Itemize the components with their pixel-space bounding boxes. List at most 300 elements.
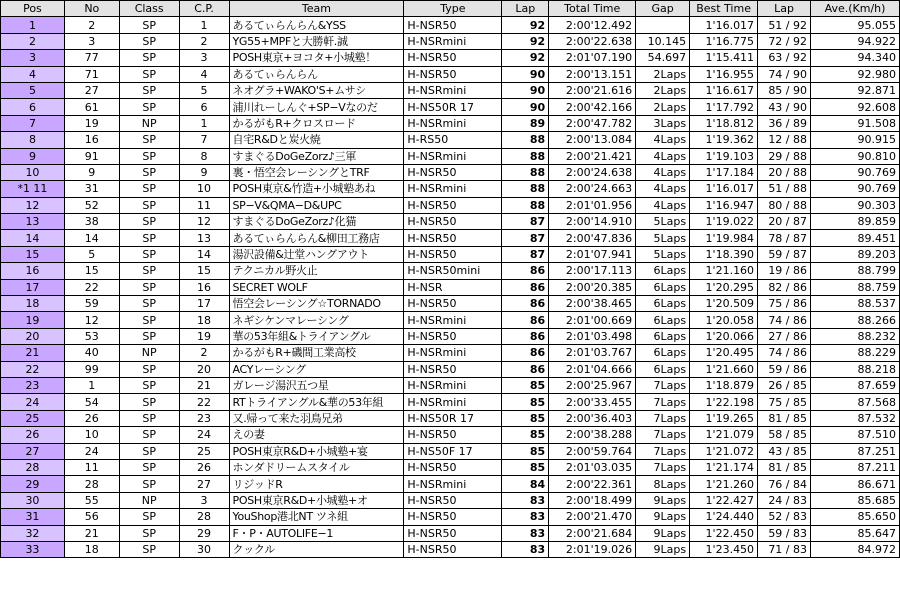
cell-avg-speed: 85.650 — [811, 509, 900, 525]
cell-best-lap: 27 / 86 — [758, 328, 811, 344]
cell-cp: 22 — [179, 394, 229, 410]
cell-best-lap: 43 / 85 — [758, 443, 811, 459]
cell-total-time: 2:00'24.638 — [549, 164, 636, 180]
table-row — [1, 230, 900, 246]
header-row — [1, 1, 900, 17]
cell-class: SP — [119, 525, 179, 541]
cell-team: YouShop港北NT ツネ組 — [229, 509, 404, 525]
header-no: No — [64, 1, 119, 17]
cell-class: NP — [119, 345, 179, 361]
cell-team: 悟空会レーシング☆TORNADO — [229, 296, 404, 312]
cell-no: 99 — [64, 361, 119, 377]
cell-pos: 31 — [1, 509, 65, 525]
table-row — [1, 17, 900, 33]
cell-type: H-NSRmini — [404, 82, 502, 98]
cell-gap: 10.145 — [636, 33, 690, 49]
cell-class: SP — [119, 328, 179, 344]
cell-total-time: 2:00'42.166 — [549, 99, 636, 115]
cell-type: H-NSRmini — [404, 312, 502, 328]
cell-cp: 18 — [179, 312, 229, 328]
table-row — [1, 33, 900, 49]
cell-gap: 7Laps — [636, 377, 690, 393]
cell-total-time: 2:00'36.403 — [549, 410, 636, 426]
cell-lap: 92 — [502, 33, 549, 49]
cell-best-lap: 81 / 85 — [758, 410, 811, 426]
cell-total-time: 2:00'13.151 — [549, 66, 636, 82]
cell-type: H-NSRmini — [404, 148, 502, 164]
cell-team: RTトライアングル&華の53年組 — [229, 394, 404, 410]
cell-cp: 2 — [179, 33, 229, 49]
cell-pos: 9 — [1, 148, 65, 164]
cell-total-time: 2:00'25.967 — [549, 377, 636, 393]
cell-cp: 30 — [179, 541, 229, 557]
cell-avg-speed: 90.769 — [811, 164, 900, 180]
cell-class: SP — [119, 214, 179, 230]
table-row — [1, 132, 900, 148]
cell-avg-speed: 90.769 — [811, 181, 900, 197]
table-row — [1, 99, 900, 115]
cell-best-time: 1'22.198 — [690, 394, 758, 410]
cell-cp: 2 — [179, 345, 229, 361]
cell-team: 裏・悟空会レーシングとTRF — [229, 164, 404, 180]
cell-pos: 17 — [1, 279, 65, 295]
cell-no: 3 — [64, 33, 119, 49]
cell-class: SP — [119, 99, 179, 115]
header-avg-speed: Ave.(Km/h) — [811, 1, 900, 17]
cell-lap: 88 — [502, 132, 549, 148]
cell-avg-speed: 90.915 — [811, 132, 900, 148]
cell-team: YG55+MPFと大勝軒.誠 — [229, 33, 404, 49]
cell-type: H-NSRmini — [404, 377, 502, 393]
cell-cp: 24 — [179, 427, 229, 443]
cell-avg-speed: 85.647 — [811, 525, 900, 541]
header-best-lap: Lap — [758, 1, 811, 17]
cell-team: リジッドR — [229, 476, 404, 492]
cell-total-time: 2:01'03.767 — [549, 345, 636, 361]
cell-type: H-NSR50 — [404, 66, 502, 82]
cell-best-lap: 74 / 90 — [758, 66, 811, 82]
cell-total-time: 2:01'04.666 — [549, 361, 636, 377]
cell-team: かるがもR+クロスロード — [229, 115, 404, 131]
cell-cp: 3 — [179, 492, 229, 508]
cell-type: H-NSR50 — [404, 230, 502, 246]
cell-best-time: 1'16.775 — [690, 33, 758, 49]
cell-pos: 24 — [1, 394, 65, 410]
cell-pos: 16 — [1, 263, 65, 279]
cell-total-time: 2:00'47.782 — [549, 115, 636, 131]
cell-best-lap: 29 / 88 — [758, 148, 811, 164]
cell-best-lap: 51 / 88 — [758, 181, 811, 197]
cell-type: H-NSRmini — [404, 181, 502, 197]
cell-pos: 18 — [1, 296, 65, 312]
cell-team: あるてぃらんらん&YSS — [229, 17, 404, 33]
cell-avg-speed: 94.922 — [811, 33, 900, 49]
cell-class: SP — [119, 443, 179, 459]
cell-avg-speed: 94.340 — [811, 50, 900, 66]
cell-lap: 86 — [502, 263, 549, 279]
cell-team: POSH東京&竹造+小城塾あね — [229, 181, 404, 197]
cell-pos: 28 — [1, 459, 65, 475]
cell-no: 16 — [64, 132, 119, 148]
cell-no: 12 — [64, 312, 119, 328]
cell-best-time: 1'15.411 — [690, 50, 758, 66]
header-class: Class — [119, 1, 179, 17]
cell-cp: 10 — [179, 181, 229, 197]
cell-total-time: 2:00'17.113 — [549, 263, 636, 279]
cell-lap: 90 — [502, 82, 549, 98]
table-row — [1, 427, 900, 443]
cell-pos: 4 — [1, 66, 65, 82]
cell-total-time: 2:00'22.638 — [549, 33, 636, 49]
header-type: Type — [404, 1, 502, 17]
cell-class: SP — [119, 427, 179, 443]
cell-class: SP — [119, 476, 179, 492]
cell-total-time: 2:00'21.470 — [549, 509, 636, 525]
cell-type: H-NSR50 — [404, 296, 502, 312]
table-row — [1, 476, 900, 492]
cell-pos: 20 — [1, 328, 65, 344]
cell-type: H-NS50F 17 — [404, 443, 502, 459]
cell-gap: 4Laps — [636, 164, 690, 180]
cell-team: 華の53年組&トライアングル — [229, 328, 404, 344]
cell-lap: 83 — [502, 492, 549, 508]
cell-class: SP — [119, 541, 179, 557]
cell-no: 27 — [64, 82, 119, 98]
cell-pos: 14 — [1, 230, 65, 246]
cell-cp: 4 — [179, 66, 229, 82]
cell-lap: 87 — [502, 230, 549, 246]
cell-lap: 85 — [502, 410, 549, 426]
cell-type: H-NSR50 — [404, 525, 502, 541]
cell-class: SP — [119, 312, 179, 328]
cell-type: H-NSR50 — [404, 328, 502, 344]
cell-no: 31 — [64, 181, 119, 197]
cell-class: SP — [119, 164, 179, 180]
cell-gap: 4Laps — [636, 132, 690, 148]
cell-gap: 2Laps — [636, 66, 690, 82]
cell-best-lap: 78 / 87 — [758, 230, 811, 246]
cell-total-time: 2:00'18.499 — [549, 492, 636, 508]
cell-pos: 5 — [1, 82, 65, 98]
cell-type: H-NSR50mini — [404, 263, 502, 279]
cell-total-time: 2:00'38.465 — [549, 296, 636, 312]
table-row — [1, 328, 900, 344]
cell-gap: 7Laps — [636, 410, 690, 426]
cell-best-lap: 12 / 88 — [758, 132, 811, 148]
cell-no: 10 — [64, 427, 119, 443]
cell-class: SP — [119, 33, 179, 49]
cell-avg-speed: 89.859 — [811, 214, 900, 230]
cell-best-lap: 59 / 87 — [758, 246, 811, 262]
cell-no: 24 — [64, 443, 119, 459]
cell-best-lap: 63 / 92 — [758, 50, 811, 66]
cell-best-time: 1'21.160 — [690, 263, 758, 279]
cell-lap: 87 — [502, 214, 549, 230]
cell-team: えの妻 — [229, 427, 404, 443]
cell-no: 19 — [64, 115, 119, 131]
cell-total-time: 2:01'03.498 — [549, 328, 636, 344]
cell-team: ネオグラ+WAKO'S+ムサシ — [229, 82, 404, 98]
cell-avg-speed: 86.671 — [811, 476, 900, 492]
cell-lap: 83 — [502, 541, 549, 557]
cell-pos: 29 — [1, 476, 65, 492]
cell-gap: 2Laps — [636, 99, 690, 115]
cell-type: H-NS50R 17 — [404, 99, 502, 115]
cell-best-lap: 58 / 85 — [758, 427, 811, 443]
table-row — [1, 148, 900, 164]
cell-pos: *1 11 — [1, 181, 65, 197]
table-row — [1, 492, 900, 508]
cell-gap: 9Laps — [636, 525, 690, 541]
cell-lap: 85 — [502, 443, 549, 459]
table-row — [1, 214, 900, 230]
cell-gap: 5Laps — [636, 246, 690, 262]
cell-best-time: 1'21.260 — [690, 476, 758, 492]
cell-total-time: 2:00'24.663 — [549, 181, 636, 197]
cell-no: 21 — [64, 525, 119, 541]
cell-best-time: 1'20.066 — [690, 328, 758, 344]
cell-best-time: 1'19.022 — [690, 214, 758, 230]
cell-avg-speed: 91.508 — [811, 115, 900, 131]
cell-team: すまぐるDoGeZorz♪化猫 — [229, 214, 404, 230]
cell-best-time: 1'17.792 — [690, 99, 758, 115]
cell-class: SP — [119, 296, 179, 312]
cell-class: SP — [119, 230, 179, 246]
cell-best-time: 1'19.362 — [690, 132, 758, 148]
table-row — [1, 82, 900, 98]
cell-cp: 3 — [179, 50, 229, 66]
table-row — [1, 50, 900, 66]
cell-gap: 7Laps — [636, 459, 690, 475]
cell-no: 18 — [64, 541, 119, 557]
cell-lap: 90 — [502, 66, 549, 82]
cell-best-time: 1'19.265 — [690, 410, 758, 426]
cell-total-time: 2:01'07.190 — [549, 50, 636, 66]
cell-total-time: 2:00'14.910 — [549, 214, 636, 230]
cell-class: SP — [119, 361, 179, 377]
cell-lap: 84 — [502, 476, 549, 492]
cell-total-time: 2:00'33.455 — [549, 394, 636, 410]
cell-best-lap: 85 / 90 — [758, 82, 811, 98]
cell-best-lap: 74 / 86 — [758, 345, 811, 361]
cell-avg-speed: 92.608 — [811, 99, 900, 115]
cell-avg-speed: 88.218 — [811, 361, 900, 377]
cell-cp: 19 — [179, 328, 229, 344]
cell-lap: 92 — [502, 17, 549, 33]
cell-type: H-NSR50 — [404, 214, 502, 230]
cell-class: SP — [119, 82, 179, 98]
cell-team: すまぐるDoGeZorz♪三軍 — [229, 148, 404, 164]
cell-lap: 86 — [502, 279, 549, 295]
cell-cp: 9 — [179, 164, 229, 180]
cell-team: POSH東京R&D+小城塾+宴 — [229, 443, 404, 459]
cell-cp: 14 — [179, 246, 229, 262]
table-row — [1, 312, 900, 328]
cell-best-lap: 36 / 89 — [758, 115, 811, 131]
cell-lap: 86 — [502, 312, 549, 328]
cell-gap: 7Laps — [636, 427, 690, 443]
cell-lap: 85 — [502, 377, 549, 393]
cell-type: H-NS50R 17 — [404, 410, 502, 426]
cell-avg-speed: 89.203 — [811, 246, 900, 262]
cell-cp: 13 — [179, 230, 229, 246]
cell-team: あるてぃらんらん&柳田工務店 — [229, 230, 404, 246]
cell-best-time: 1'19.103 — [690, 148, 758, 164]
cell-no: 61 — [64, 99, 119, 115]
cell-type: H-NSR50 — [404, 427, 502, 443]
cell-class: SP — [119, 263, 179, 279]
cell-best-time: 1'20.058 — [690, 312, 758, 328]
cell-pos: 19 — [1, 312, 65, 328]
cell-gap: 6Laps — [636, 345, 690, 361]
cell-best-lap: 52 / 83 — [758, 509, 811, 525]
cell-class: SP — [119, 181, 179, 197]
cell-best-time: 1'18.812 — [690, 115, 758, 131]
cell-pos: 13 — [1, 214, 65, 230]
cell-cp: 6 — [179, 99, 229, 115]
cell-cp: 11 — [179, 197, 229, 213]
cell-total-time: 2:01'03.035 — [549, 459, 636, 475]
cell-best-lap: 80 / 88 — [758, 197, 811, 213]
cell-avg-speed: 92.980 — [811, 66, 900, 82]
cell-best-time: 1'18.879 — [690, 377, 758, 393]
cell-best-time: 1'20.495 — [690, 345, 758, 361]
table-row — [1, 115, 900, 131]
cell-avg-speed: 85.685 — [811, 492, 900, 508]
cell-gap: 4Laps — [636, 181, 690, 197]
cell-best-time: 1'16.617 — [690, 82, 758, 98]
cell-avg-speed: 87.659 — [811, 377, 900, 393]
cell-cp: 28 — [179, 509, 229, 525]
cell-team: POSH東京R&D+小城塾+オ — [229, 492, 404, 508]
cell-gap: 7Laps — [636, 443, 690, 459]
cell-best-lap: 24 / 83 — [758, 492, 811, 508]
cell-avg-speed: 88.229 — [811, 345, 900, 361]
cell-cp: 23 — [179, 410, 229, 426]
table-row — [1, 246, 900, 262]
cell-total-time: 2:00'20.385 — [549, 279, 636, 295]
table-row — [1, 66, 900, 82]
cell-best-time: 1'16.017 — [690, 181, 758, 197]
cell-team: あるてぃらんらん — [229, 66, 404, 82]
cell-team: 浦川れーしんぐ+SP−Vなのだ — [229, 99, 404, 115]
cell-cp: 25 — [179, 443, 229, 459]
cell-no: 55 — [64, 492, 119, 508]
cell-team: クックル — [229, 541, 404, 557]
cell-no: 5 — [64, 246, 119, 262]
cell-total-time: 2:00'12.492 — [549, 17, 636, 33]
cell-no: 11 — [64, 459, 119, 475]
cell-best-time: 1'16.947 — [690, 197, 758, 213]
cell-no: 71 — [64, 66, 119, 82]
cell-total-time: 2:00'21.421 — [549, 148, 636, 164]
cell-best-time: 1'16.017 — [690, 17, 758, 33]
cell-best-lap: 81 / 85 — [758, 459, 811, 475]
cell-lap: 85 — [502, 394, 549, 410]
cell-cp: 17 — [179, 296, 229, 312]
cell-pos: 32 — [1, 525, 65, 541]
cell-lap: 86 — [502, 361, 549, 377]
cell-type: H-NSR50 — [404, 361, 502, 377]
table-row — [1, 279, 900, 295]
cell-avg-speed: 87.510 — [811, 427, 900, 443]
cell-gap: 9Laps — [636, 492, 690, 508]
cell-class: SP — [119, 132, 179, 148]
cell-cp: 1 — [179, 115, 229, 131]
cell-best-lap: 75 / 86 — [758, 296, 811, 312]
cell-avg-speed: 88.759 — [811, 279, 900, 295]
cell-total-time: 2:00'22.361 — [549, 476, 636, 492]
cell-pos: 2 — [1, 33, 65, 49]
cell-class: SP — [119, 197, 179, 213]
cell-best-time: 1'17.184 — [690, 164, 758, 180]
cell-team: F・P・AUTOLIFE−1 — [229, 525, 404, 541]
cell-best-lap: 74 / 86 — [758, 312, 811, 328]
cell-class: SP — [119, 17, 179, 33]
cell-avg-speed: 87.568 — [811, 394, 900, 410]
cell-avg-speed: 90.810 — [811, 148, 900, 164]
cell-type: H-NSR50 — [404, 541, 502, 557]
cell-avg-speed: 88.232 — [811, 328, 900, 344]
cell-type: H-NSR50 — [404, 492, 502, 508]
cell-lap: 86 — [502, 296, 549, 312]
table-row — [1, 525, 900, 541]
cell-lap: 83 — [502, 509, 549, 525]
cell-best-lap: 59 / 86 — [758, 361, 811, 377]
cell-type: H-NSRmini — [404, 345, 502, 361]
cell-type: H-NSRmini — [404, 394, 502, 410]
cell-avg-speed: 89.451 — [811, 230, 900, 246]
cell-class: SP — [119, 66, 179, 82]
table-row — [1, 181, 900, 197]
cell-lap: 89 — [502, 115, 549, 131]
cell-total-time: 2:00'47.836 — [549, 230, 636, 246]
cell-no: 28 — [64, 476, 119, 492]
cell-cp: 8 — [179, 148, 229, 164]
table-row — [1, 361, 900, 377]
cell-best-time: 1'20.509 — [690, 296, 758, 312]
cell-class: SP — [119, 410, 179, 426]
cell-total-time: 2:01'00.669 — [549, 312, 636, 328]
header-gap: Gap — [636, 1, 690, 17]
cell-no: 59 — [64, 296, 119, 312]
header-cp: C.P. — [179, 1, 229, 17]
cell-team: SECRET WOLF — [229, 279, 404, 295]
table-row — [1, 541, 900, 557]
cell-team: ACYレーシング — [229, 361, 404, 377]
cell-best-time: 1'19.984 — [690, 230, 758, 246]
cell-team: POSH東京+ヨコタ+小城塾！ — [229, 50, 404, 66]
cell-avg-speed: 88.799 — [811, 263, 900, 279]
cell-cp: 1 — [179, 17, 229, 33]
cell-gap: 6Laps — [636, 296, 690, 312]
cell-avg-speed: 87.211 — [811, 459, 900, 475]
header-lap: Lap — [502, 1, 549, 17]
cell-lap: 88 — [502, 164, 549, 180]
cell-gap: 8Laps — [636, 476, 690, 492]
cell-gap: 5Laps — [636, 230, 690, 246]
cell-class: SP — [119, 279, 179, 295]
cell-best-time: 1'22.450 — [690, 525, 758, 541]
table-row — [1, 459, 900, 475]
table-row — [1, 509, 900, 525]
cell-pos: 15 — [1, 246, 65, 262]
cell-gap: 5Laps — [636, 214, 690, 230]
cell-no: 54 — [64, 394, 119, 410]
cell-lap: 87 — [502, 246, 549, 262]
cell-no: 9 — [64, 164, 119, 180]
cell-no: 15 — [64, 263, 119, 279]
